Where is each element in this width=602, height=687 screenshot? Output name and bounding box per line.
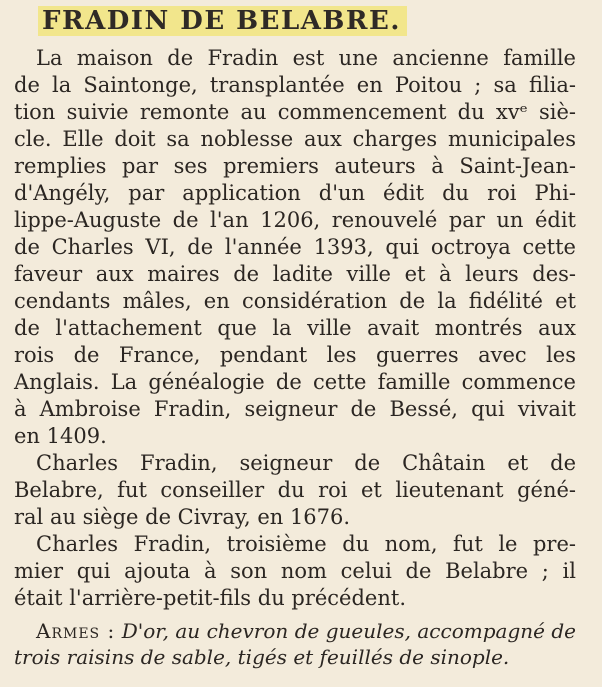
paragraph-1-line-3: tion suivie remonte au commencement du xvᵉ siè- (14, 100, 576, 124)
paragraph-1-line-6: d'Angély, par application d'un édit du roi Phi- (14, 181, 576, 205)
paragraph-1-line-14: à Ambroise Fradin, seigneur de Bessé, qui vivait (14, 397, 576, 421)
paragraph-1-line-10: cendants mâles, en considération de la fidélité et (14, 289, 576, 313)
page-title: FRADIN DE BELABRE. (42, 6, 401, 36)
arms-line-1 (36, 619, 576, 644)
paragraph-1-line-9: faveur aux maires de ladite ville et à leurs des- (14, 262, 576, 286)
paragraph-3-line-1: Charles Fradin, troisième du nom, fut le pre- (36, 532, 576, 556)
paragraph-1-line-7: lippe-Auguste de l'an 1206, renouvelé par un édit (14, 208, 576, 232)
paragraph-1-line-13: Anglais. La généalogie de cette famille commence (14, 370, 576, 394)
paragraph-1-line-12: rois de France, pendant les guerres avec les (14, 343, 576, 367)
paragraph-1-line-2: de la Saintonge, transplantée en Poitou ; sa filia- (14, 73, 576, 97)
paragraph-3-line-3: était l'arrière-petit-fils du précédent. (14, 586, 406, 610)
paragraph-1-line-4: cle. Elle doit sa noblesse aux charges municipales (14, 127, 576, 151)
arms-line-2 (14, 645, 576, 670)
paragraph-1-line-5: remplies par ses premiers auteurs à Saint-Jean- (14, 154, 576, 178)
paragraph-1-line-8: de Charles VI, de l'année 1393, qui octroya cette (14, 235, 576, 259)
paragraph-1-line-1: La maison de Fradin est une ancienne famille (36, 46, 576, 70)
paragraph-3-line-2: mier qui ajouta à son nom celui de Belabre ; il (14, 559, 576, 583)
paragraph-2-line-3: ral au siège de Civray, en 1676. (14, 505, 351, 529)
paragraph-1-line-11: de l'attachement que la ville avait montrés aux (14, 316, 576, 340)
paragraph-1-line-15: en 1409. (14, 424, 107, 448)
paragraph-2-line-2: Belabre, fut conseiller du roi et lieutenant géné- (14, 478, 576, 502)
arms-text-line-2: trois raisins de sable, tigés et feuillés de sinople. (14, 645, 510, 669)
paragraph-2-line-1: Charles Fradin, seigneur de Châtain et de (36, 451, 576, 475)
arms-label: Armes : (36, 619, 116, 643)
arms-text-line-1: D'or, au chevron de gueules, accompagné de (121, 619, 576, 643)
title-highlight (38, 6, 407, 36)
